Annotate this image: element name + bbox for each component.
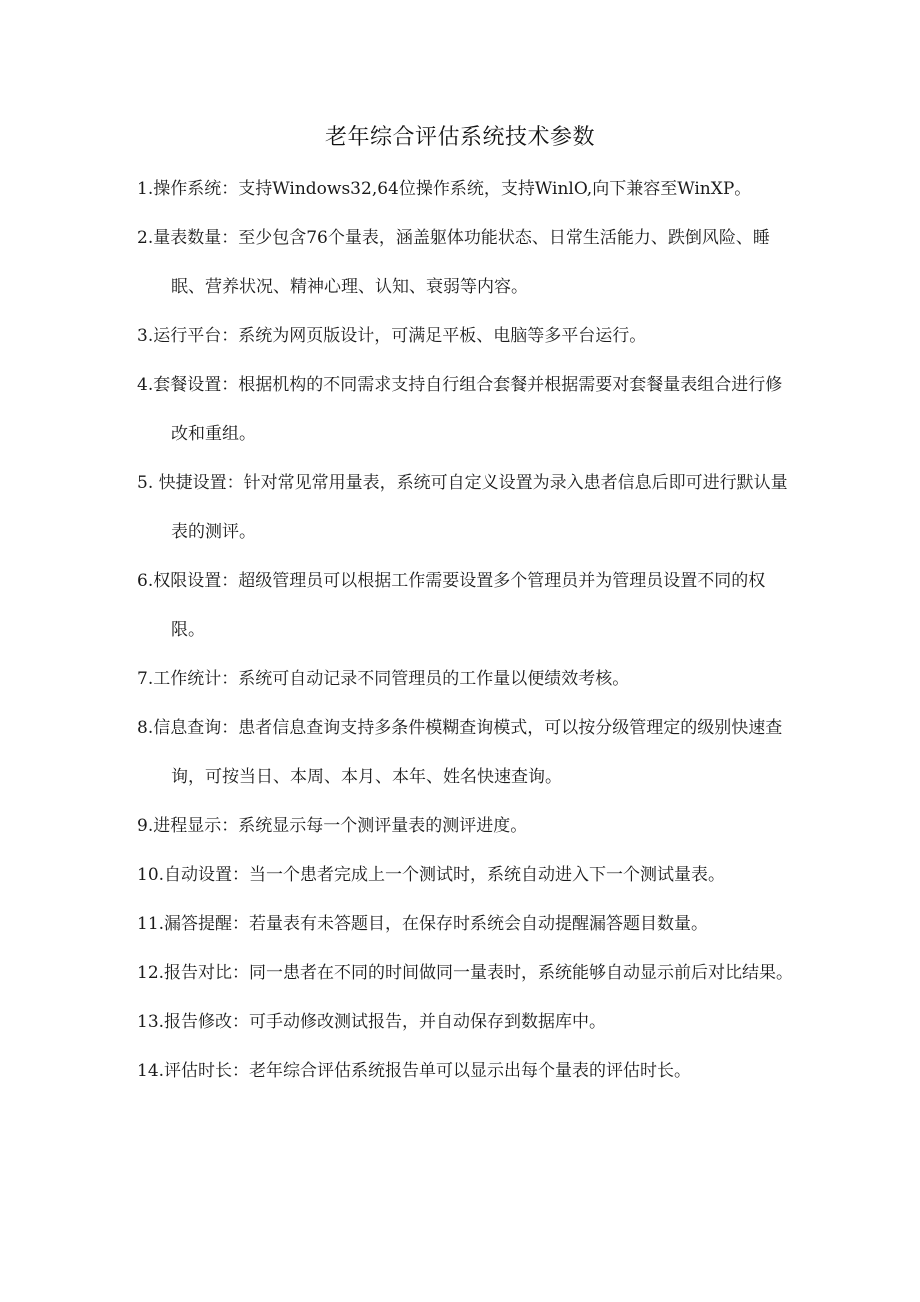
item-text: 自动设置：当一个患者完成上一个测试时，系统自动进入下一个测试量表。	[164, 865, 726, 885]
list-item	[137, 312, 797, 361]
item-number: 9.	[137, 816, 154, 836]
item-number: 14.	[137, 1061, 165, 1081]
item-text: 报告对比：同一患者在不同的时间做同一量表时，系统能够自动显示前后对比结果。	[164, 963, 794, 983]
list-item	[137, 214, 797, 312]
item-number: 1.	[137, 179, 154, 199]
item-number: 12.	[137, 963, 165, 983]
item-text: 权限设置：超级管理员可以根据工作需要设置多个管理员并为管理员设置不同的权限。	[153, 571, 766, 640]
item-text: 评估时长：老年综合评估系统报告单可以显示出每个量表的评估时长。	[164, 1061, 692, 1081]
item-text: 进程显示：系统显示每一个测评量表的测评进度。	[153, 816, 528, 836]
list-item	[137, 655, 797, 704]
item-text: 漏答提醒：若量表有未答题目，在保存时系统会自动提醒漏答题目数量。	[164, 914, 709, 934]
list-item	[137, 165, 797, 214]
list-item	[137, 459, 797, 557]
list-item	[137, 851, 797, 900]
list-item	[137, 900, 797, 949]
item-number: 6.	[137, 571, 154, 591]
item-number: 13.	[137, 1012, 165, 1032]
list-item	[137, 1047, 797, 1096]
item-text: 工作统计：系统可自动记录不同管理员的工作量以便绩效考核。	[153, 669, 630, 689]
item-number: 11.	[137, 914, 165, 934]
list-item	[137, 949, 797, 998]
item-text: 快捷设置：针对常见常用量表，系统可自定义设置为录入患者信息后即可进行默认量表的测评。	[158, 473, 788, 542]
item-number: 4.	[137, 375, 154, 395]
item-number: 3.	[137, 326, 154, 346]
item-text: 套餐设置：根据机构的不同需求支持自行组合套餐并根据需要对套餐量表组合进行修改和重组。	[153, 375, 783, 444]
item-number: 7.	[137, 669, 154, 689]
item-text: 运行平台：系统为网页版设计，可满足平板、电脑等多平台运行。	[153, 326, 647, 346]
parameter-list	[137, 165, 797, 1096]
item-text: 量表数量：至少包含76个量表，涵盖躯体功能状态、日常生活能力、跌倒风险、睡眠、营养状况、精神心理、认知、衰弱等内容。	[153, 228, 770, 297]
list-item	[137, 361, 797, 459]
list-item	[137, 557, 797, 655]
list-item	[137, 704, 797, 802]
item-text: 信息查询：患者信息查询支持多条件模糊查询模式，可以按分级管理定的级别快速查询，可按当日、本周、本月、本年、姓名快速查询。	[153, 718, 783, 787]
item-number: 5.	[137, 473, 159, 493]
document-title: 老年综合评估系统技术参数	[324, 125, 595, 150]
item-number: 2.	[137, 228, 154, 248]
list-item	[137, 802, 797, 851]
list-item	[137, 998, 797, 1047]
item-text: 操作系统：支持Windows32,64位操作系统，支持WinlO,向下兼容至WinXP。	[153, 179, 752, 199]
item-number: 10.	[137, 865, 165, 885]
item-text: 报告修改：可手动修改测试报告，并自动保存到数据库中。	[164, 1012, 607, 1032]
item-number: 8.	[137, 718, 154, 738]
